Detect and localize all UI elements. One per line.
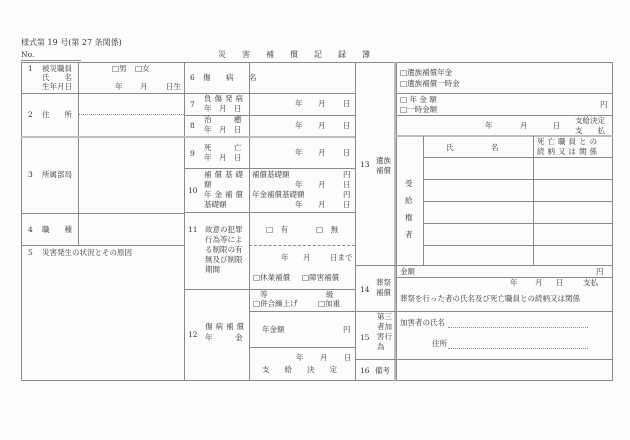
field-1-number: 1 — [28, 64, 33, 73]
field-1-label: 被災職員 — [42, 64, 72, 73]
lump-sum-checkbox[interactable]: □遺族補償一時金 — [400, 79, 460, 88]
no-underline — [21, 60, 81, 61]
record-table — [21, 62, 613, 381]
no-label: No. — [21, 50, 35, 59]
field-3-label: 所属部局 — [42, 170, 72, 179]
page-title: 災 害 補 償 記 録 簿 — [218, 50, 374, 59]
shogai-checkbox[interactable]: □障害補償 — [302, 273, 340, 282]
remarks-label: 備考 — [375, 366, 390, 375]
name-column-header: 氏 名 — [446, 143, 499, 152]
field-4-label: 職 種 — [42, 225, 72, 234]
assailant-name-line[interactable] — [448, 327, 588, 328]
pension-checkbox[interactable]: □遺族補償年金 — [400, 68, 453, 77]
field-6-label: 傷 病 名 — [203, 73, 261, 82]
assailant-address-line[interactable] — [448, 348, 588, 349]
recipient-label: 受給権者 — [405, 179, 413, 239]
restriction-no-checkbox[interactable]: □ 無 — [316, 225, 339, 234]
annual-amount-checkbox[interactable]: □ 年 金 額 — [400, 95, 437, 104]
kyugyo-checkbox[interactable]: □休業補償 — [253, 273, 291, 282]
restriction-yes-checkbox[interactable]: □ 有 — [266, 225, 289, 234]
gender-female-checkbox[interactable]: □女 — [135, 64, 150, 73]
lump-amount-checkbox[interactable]: □一時金額 — [400, 105, 438, 114]
field-2-label: 住 所 — [42, 110, 72, 119]
heigo-checkbox[interactable]: □併合繰上げ — [253, 299, 298, 308]
gender-male-checkbox[interactable]: □男 — [112, 64, 127, 73]
form-number: 様式第 19 号(第 27 条関係) — [21, 38, 122, 47]
field-5-label: 災害発生の状況とその原因 — [42, 248, 132, 257]
kaju-checkbox[interactable]: □加重 — [318, 299, 341, 308]
